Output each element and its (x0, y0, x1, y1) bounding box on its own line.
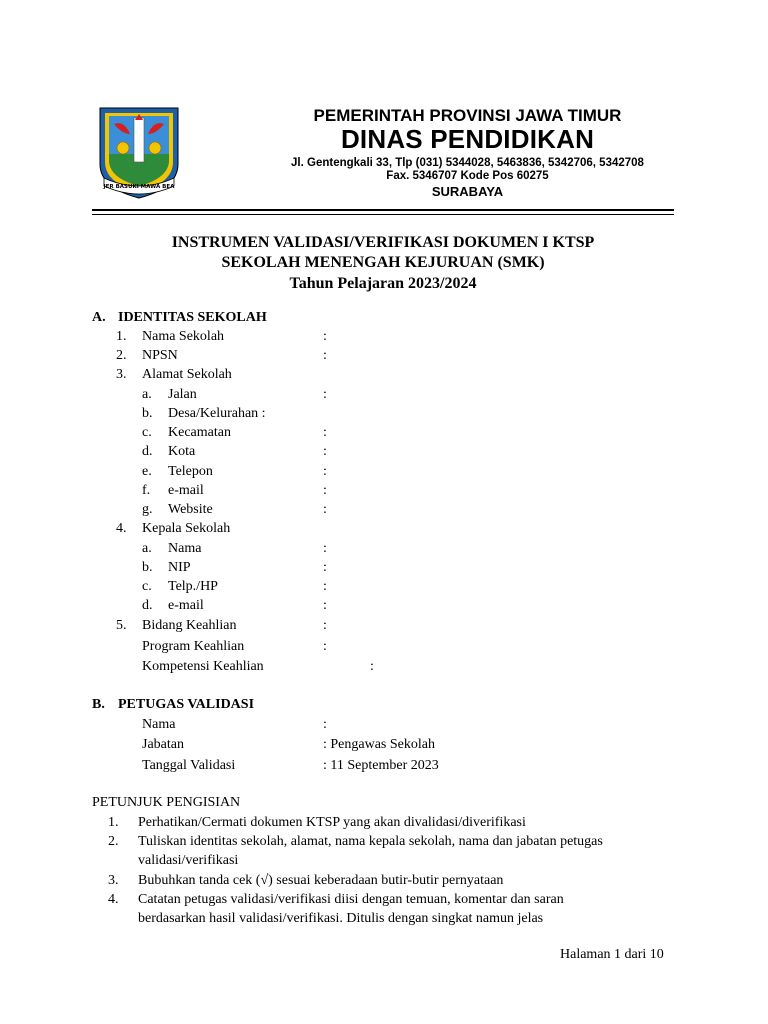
section-b-marker: B. (92, 697, 105, 712)
instruction-text: Catatan petugas validasi/verifikasi diisi dengan temuan, komentar dan saran (138, 892, 564, 907)
field-colon: : (323, 618, 327, 633)
page-number: Halaman 1 dari 10 (560, 947, 664, 962)
item-number: 4. (116, 521, 127, 536)
field-colon: : (323, 329, 327, 344)
sub-item-letter: b. (142, 560, 153, 575)
instruction-number: 1. (108, 815, 119, 830)
instruction-text-continued: berdasarkan hasil validasi/verifikasi. Ditulis dengan singkat namun jelas (138, 911, 544, 926)
east-java-emblem-logo (96, 104, 182, 200)
section-a-marker: A. (92, 310, 106, 325)
field-label-kepala-email: e-mail (168, 598, 204, 613)
instruction-text: Perhatikan/Cermati dokumen KTSP yang akan divalidasi/diverifikasi (138, 815, 526, 830)
letterhead-rule-thin (92, 214, 674, 215)
document-title-line2: SEKOLAH MENENGAH KEJURUAN (SMK) (221, 254, 545, 271)
sub-item-letter: d. (142, 598, 153, 613)
field-colon: : (323, 348, 327, 363)
field-label-kepala-nama: Nama (168, 541, 202, 556)
office-fax: Fax. 5346707 Kode Pos 60275 (386, 170, 549, 182)
field-colon: : (323, 502, 327, 517)
validator-position-label: Jabatan (142, 737, 184, 752)
letterhead-rule-thick (92, 209, 674, 211)
field-colon: : (323, 560, 327, 575)
validator-position-value: : Pengawas Sekolah (323, 737, 435, 752)
field-label-website: Website (168, 502, 213, 517)
document-title-line3: Tahun Pelajaran 2023/2024 (289, 275, 477, 292)
field-label-alamat: Alamat Sekolah (142, 367, 232, 382)
validator-name-label: Nama (142, 717, 176, 732)
section-b-heading: PETUGAS VALIDASI (118, 697, 255, 712)
instruction-text-continued: validasi/verifikasi (138, 853, 239, 868)
document-title-line1: INSTRUMEN VALIDASI/VERIFIKASI DOKUMEN I KTSP (171, 234, 595, 251)
instruction-text: Tuliskan identitas sekolah, alamat, nama kepala sekolah, nama dan jabatan petugas (138, 834, 603, 849)
sub-item-letter: a. (142, 387, 152, 402)
section-a-heading: IDENTITAS SEKOLAH (118, 310, 267, 325)
field-colon: : (323, 444, 327, 459)
sub-item-letter: g. (142, 502, 153, 517)
field-colon: : (323, 598, 327, 613)
item-number: 1. (116, 329, 127, 344)
sub-item-letter: f. (142, 483, 151, 498)
field-colon: : (323, 387, 327, 402)
instruction-number: 2. (108, 834, 119, 849)
instruction-text: Bubuhkan tanda cek (√) sesuai keberadaan butir-butir pernyataan (138, 873, 504, 888)
sub-item-letter: a. (142, 541, 152, 556)
field-colon: : (323, 579, 327, 594)
instruction-number: 3. (108, 873, 119, 888)
instruction-number: 4. (108, 892, 119, 907)
field-label-program: Program Keahlian (142, 639, 245, 654)
item-number: 5. (116, 618, 127, 633)
field-label-email: e-mail (168, 483, 204, 498)
item-number: 2. (116, 348, 127, 363)
office-address: Jl. Gentengkali 33, Tlp (031) 5344028, 5463836, 5342706, 5342708 (291, 157, 644, 169)
sub-item-letter: d. (142, 444, 153, 459)
department-name: DINAS PENDIDIKAN (340, 124, 595, 154)
sub-item-letter: c. (142, 425, 152, 440)
field-label-kepala: Kepala Sekolah (142, 521, 231, 536)
validation-date-value: : 11 September 2023 (323, 758, 439, 773)
office-city: SURABAYA (431, 184, 504, 199)
validation-date-label: Tanggal Validasi (142, 758, 236, 773)
field-label-kepala-telp: Telp./HP (168, 579, 218, 594)
field-label-kecamatan: Kecamatan (168, 425, 231, 440)
field-colon: : (323, 425, 327, 440)
field-label-kepala-nip: NIP (168, 560, 191, 575)
sub-item-letter: b. (142, 406, 153, 421)
field-colon: : (323, 483, 327, 498)
sub-item-letter: e. (142, 464, 152, 479)
field-colon: : (323, 541, 327, 556)
field-label-kota: Kota (168, 444, 196, 459)
field-label-npsn: NPSN (142, 348, 178, 363)
item-number: 3. (116, 367, 127, 382)
field-label-kompetensi: Kompetensi Keahlian (142, 659, 264, 674)
field-label-nama-sekolah: Nama Sekolah (142, 329, 225, 344)
field-colon: : (323, 464, 327, 479)
validator-name-value: : (323, 717, 327, 732)
field-label-jalan: Jalan (168, 387, 197, 402)
field-colon: : (323, 639, 327, 654)
field-label-bidang: Bidang Keahlian (142, 618, 237, 633)
field-label-desa: Desa/Kelurahan : (168, 406, 266, 421)
field-colon: : (370, 659, 374, 674)
sub-item-letter: c. (142, 579, 152, 594)
svg-text:JER BASUKI MAWA BEA: JER BASUKI MAWA BEA (103, 184, 175, 190)
government-name: PEMERINTAH PROVINSI JAWA TIMUR (313, 106, 622, 125)
field-label-telepon: Telepon (168, 464, 213, 479)
instructions-heading: PETUNJUK PENGISIAN (92, 795, 241, 810)
